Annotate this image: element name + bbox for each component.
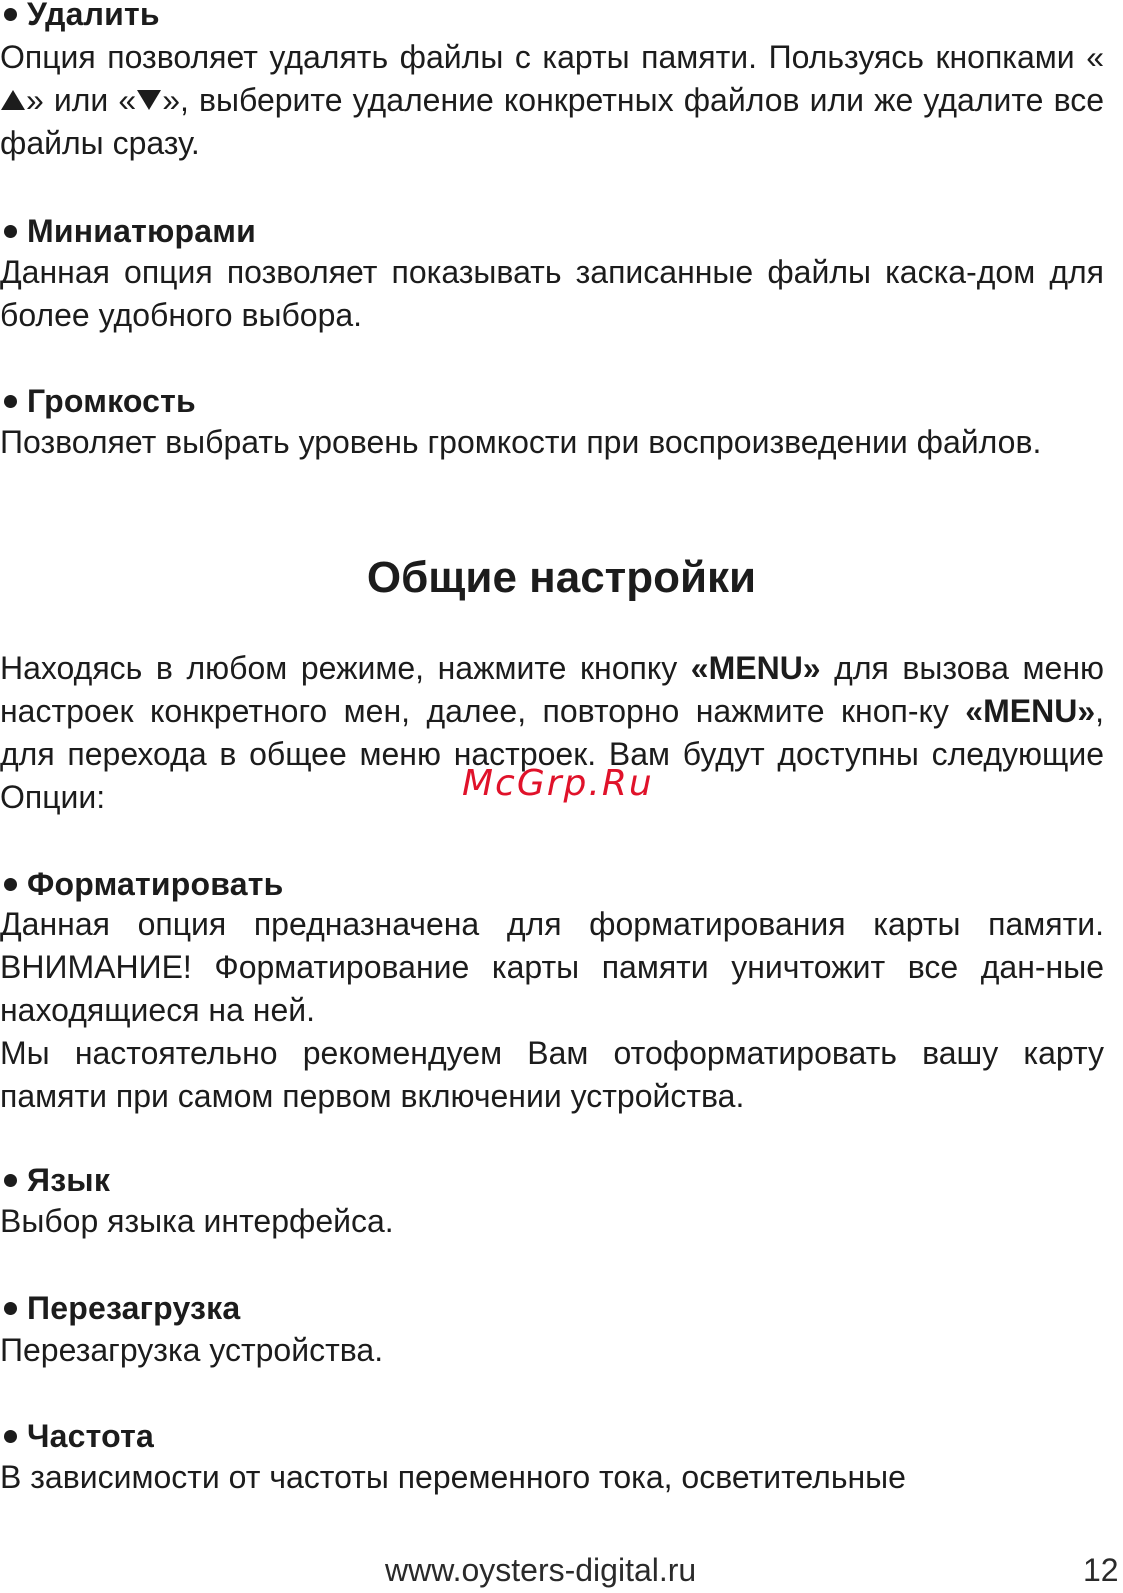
section-text-language: Выбор языка интерфейса. bbox=[0, 1203, 394, 1239]
section-text-frequency: В зависимости от частоты переменного тока, осветительные bbox=[0, 1459, 906, 1495]
text-part: » или « bbox=[26, 82, 137, 118]
page-number: 12 bbox=[1083, 1552, 1119, 1588]
section-title-text: Форматировать bbox=[27, 866, 284, 902]
footer-url: www.oysters-digital.ru bbox=[385, 1552, 697, 1588]
text-part: для вызова меню настроек конкретного мен, далее, повторно нажмите кноп-ку bbox=[0, 650, 1105, 729]
section-text-format-recommend: Мы настоятельно рекомендуем Вам отоформатировать вашу карту памяти при самом первом включении устройства. bbox=[0, 1035, 1104, 1114]
section-title-frequency bbox=[0, 1418, 154, 1454]
section-title-text: Громкость bbox=[27, 383, 196, 419]
bullet-dot-icon bbox=[4, 8, 17, 21]
section-title-text: Частота bbox=[27, 1418, 154, 1454]
section-text-format: Данная опция предназначена для форматирования карты памяти. ВНИМАНИЕ! Форматирование карты памяти уничтожит все дан-ные находящиеся на ней. bbox=[0, 906, 1104, 1028]
watermark-text: McGrp.Ru bbox=[462, 763, 654, 804]
section-title-text: Перезагрузка bbox=[27, 1290, 241, 1326]
triangle-down-icon bbox=[137, 90, 161, 110]
page-heading: Общие настройки bbox=[366, 553, 757, 602]
triangle-up-icon bbox=[1, 90, 25, 110]
text-part: », выберите удаление конкретных файлов или же удалите все файлы сразу. bbox=[0, 82, 1105, 161]
text-part: Опция позволяет удалять файлы с карты памяти. Пользуясь кнопками « bbox=[0, 39, 1104, 75]
section-text-thumbnails: Данная опция позволяет показывать записанные файлы каска-дом для более удобного выбора. bbox=[0, 254, 1104, 333]
menu-key-label: «MENU» bbox=[965, 693, 1096, 729]
bullet-dot-icon bbox=[4, 1302, 17, 1315]
bullet-dot-icon bbox=[4, 1174, 17, 1187]
bullet-dot-icon bbox=[4, 395, 17, 408]
menu-key-label: «MENU» bbox=[690, 650, 821, 686]
section-text-volume: Позволяет выбрать уровень громкости при воспроизведении файлов. bbox=[0, 424, 1042, 460]
section-title-text: Удалить bbox=[27, 0, 160, 32]
section-title-language bbox=[0, 1162, 110, 1198]
bullet-dot-icon bbox=[4, 1430, 17, 1443]
section-title-volume bbox=[0, 383, 196, 419]
section-title-text: Миниатюрами bbox=[27, 213, 257, 249]
section-text-delete bbox=[0, 36, 1104, 165]
section-text-reboot: Перезагрузка устройства. bbox=[0, 1332, 384, 1368]
text-part: Находясь в любом режиме, нажмите кнопку bbox=[0, 650, 691, 686]
section-title-delete bbox=[0, 0, 160, 32]
section-title-text: Язык bbox=[27, 1162, 111, 1198]
section-title-reboot bbox=[0, 1290, 240, 1326]
section-title-format bbox=[0, 866, 283, 902]
section-title-thumbnails bbox=[0, 213, 256, 249]
bullet-dot-icon bbox=[4, 878, 17, 891]
bullet-dot-icon bbox=[4, 225, 17, 238]
text-part: , для перехода в общее меню настроек. Вам будут доступны следующие Опции: bbox=[0, 693, 1104, 815]
